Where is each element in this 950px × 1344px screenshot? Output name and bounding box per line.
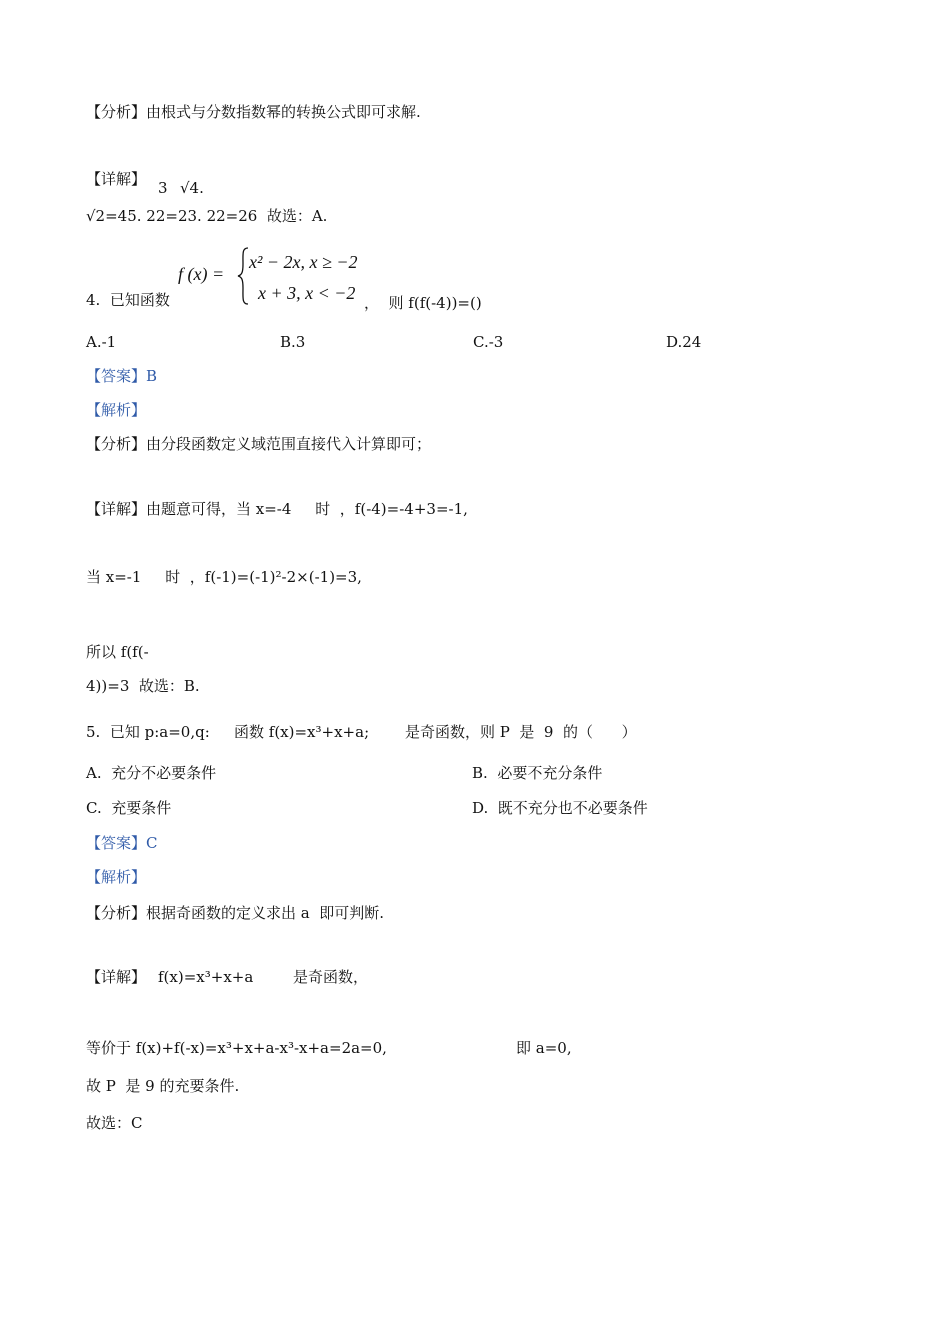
q5-option-b: B. 必要不充分条件 bbox=[472, 764, 603, 782]
q4-case-2: x + 3, x < −2 bbox=[258, 283, 356, 303]
q5-detail-a: f(x)=x³+x+a bbox=[158, 968, 254, 986]
q5-detail-label: 【详解】 bbox=[86, 968, 147, 986]
q4-stem-post: ， 则 f(f(-4))=() bbox=[364, 294, 482, 312]
q4-answer: 【答案】B bbox=[86, 367, 158, 385]
q5-detail-3: 故 P 是 9 的充要条件. bbox=[86, 1077, 240, 1095]
q5-stem-c: 是奇函数，则 P 是 9 的（ ） bbox=[405, 723, 637, 741]
q5-analysis: 【分析】根据奇函数的定义求出 a 即可判断. bbox=[86, 904, 385, 922]
q3-detail-a: 3 bbox=[158, 179, 168, 197]
q4-detail-3b: 4))=3 故选：B. bbox=[86, 677, 200, 695]
q4-option-c: C.-3 bbox=[473, 333, 504, 351]
q5-jiexi: 【解析】 bbox=[86, 868, 147, 886]
q5-detail-4: 故选：C bbox=[86, 1114, 143, 1132]
q5-option-d: D. 既不充分也不必要条件 bbox=[472, 799, 648, 817]
q5-detail-2b: 即 a=0, bbox=[516, 1039, 572, 1057]
q5-answer: 【答案】C bbox=[86, 834, 158, 852]
q4-option-d: D.24 bbox=[666, 333, 702, 351]
q4-case-1: x² − 2x, x ≥ −2 bbox=[249, 252, 358, 272]
q4-detail-3a: 所以 f(f(- bbox=[86, 643, 149, 661]
q3-detail-label: 【详解】 bbox=[86, 170, 147, 188]
q4-jiexi: 【解析】 bbox=[86, 401, 147, 419]
piecewise-brace-icon bbox=[236, 246, 250, 306]
q3-analysis: 【分析】由根式与分数指数幂的转换公式即可求解. bbox=[86, 103, 421, 121]
q4-option-b: B.3 bbox=[280, 333, 306, 351]
q5-detail-2a: 等价于 f(x)+f(-x)=x³+x+a-x³-x+a=2a=0, bbox=[86, 1039, 387, 1057]
q4-fx: f (x) = bbox=[178, 264, 225, 284]
q5-stem-a: 5. 已知 p:a=0,q: bbox=[86, 723, 210, 741]
q4-detail-1: 【详解】由题意可得，当 x=-4 时 ，f(-4)=-4+3=-1, bbox=[86, 500, 468, 518]
q4-detail-2: 当 x=-1 时 ，f(-1)=(-1)²-2×(-1)=3, bbox=[86, 568, 362, 586]
q4-stem-pre: 4. 已知函数 bbox=[86, 291, 170, 309]
q3-detail-line2: √2=45. 22=23. 22=26 故选：A. bbox=[86, 207, 328, 225]
q3-detail-b: √4. bbox=[180, 179, 204, 197]
q5-stem-b: 函数 f(x)=x³+x+a; bbox=[234, 723, 370, 741]
q4-option-a: A.-1 bbox=[86, 333, 117, 351]
q5-detail-b: 是奇函数， bbox=[293, 968, 369, 986]
q5-option-c: C. 充要条件 bbox=[86, 799, 172, 817]
q4-analysis: 【分析】由分段函数定义域范围直接代入计算即可； bbox=[86, 435, 432, 453]
q5-option-a: A. 充分不必要条件 bbox=[86, 764, 217, 782]
